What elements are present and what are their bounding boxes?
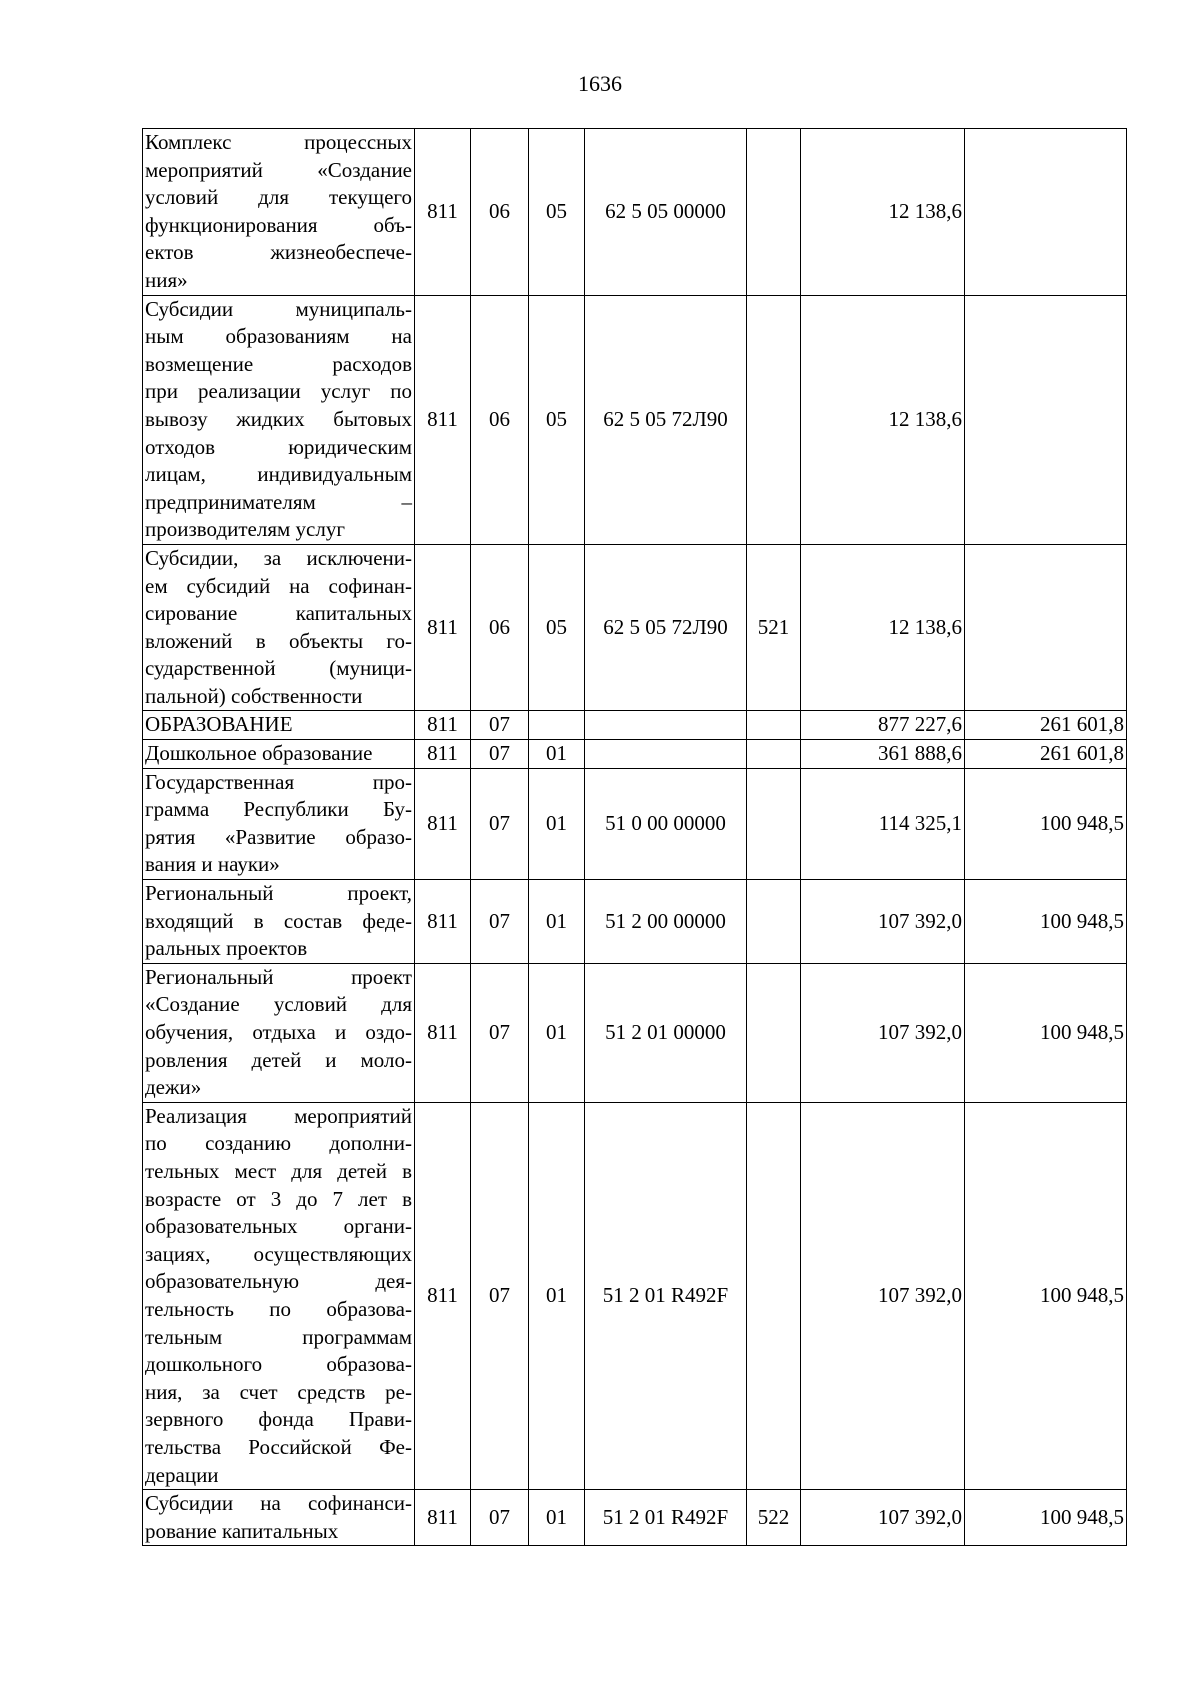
item-name-cell [143, 544, 415, 711]
item-name-line: Субсидии, за исключени- [145, 545, 412, 570]
expense-type-cell: 521 [747, 544, 801, 711]
subsection-code-cell: 01 [529, 963, 585, 1102]
expense-type-cell [747, 740, 801, 769]
subsection-code-cell: 01 [529, 768, 585, 879]
table-row [143, 768, 1127, 879]
section-code-cell: 07 [471, 711, 529, 740]
table-row [143, 129, 1127, 296]
subsection-code-cell: 05 [529, 295, 585, 544]
item-name-line: вания и науки» [145, 852, 280, 877]
item-name-line: грамма Республики Бу- [145, 797, 412, 822]
item-name-line: по созданию дополни- [145, 1131, 412, 1156]
item-name-cell [143, 295, 415, 544]
item-name-cell [143, 129, 415, 296]
subsection-code-cell: 01 [529, 880, 585, 964]
table-row [143, 880, 1127, 964]
table-row [143, 295, 1127, 544]
item-name-line: входящий в состав феде- [145, 908, 412, 933]
target-article-cell: 51 2 01 R492F [585, 1102, 747, 1489]
table-row [143, 963, 1127, 1102]
item-name-cell [143, 740, 415, 769]
subsection-code-cell [529, 711, 585, 740]
item-name-line: ральных проектов [145, 936, 308, 961]
subsection-code-cell: 05 [529, 129, 585, 296]
amount-federal-cell [965, 544, 1127, 711]
table-row [143, 711, 1127, 740]
amount-total-cell: 361 888,6 [801, 740, 965, 769]
item-name-line: образовательную дея- [145, 1269, 412, 1294]
target-article-cell [585, 711, 747, 740]
item-name-line: условий для текущего [145, 185, 412, 210]
item-name-cell [143, 1102, 415, 1489]
section-code-cell: 06 [471, 295, 529, 544]
item-name-line: ектов жизнеобеспече- [145, 240, 412, 265]
target-article-cell: 51 2 00 00000 [585, 880, 747, 964]
subsection-code-cell: 05 [529, 544, 585, 711]
item-name-line: ровления детей и моло- [145, 1047, 412, 1072]
item-name-line: вывозу жидких бытовых [145, 406, 412, 431]
admin-code-cell: 811 [415, 1490, 471, 1546]
table-row [143, 1490, 1127, 1546]
expense-type-cell [747, 1102, 801, 1489]
expense-type-cell [747, 880, 801, 964]
item-name-line: «Создание условий для [145, 992, 412, 1017]
item-name-line: Региональный проект [145, 964, 412, 989]
item-name-line: рование капитальных [145, 1518, 339, 1543]
admin-code-cell: 811 [415, 295, 471, 544]
expense-type-cell [747, 295, 801, 544]
section-code-cell: 07 [471, 963, 529, 1102]
item-name-line: тельства Российской Фе- [145, 1434, 412, 1459]
item-name-line: ем субсидий на софинан- [145, 573, 412, 598]
amount-federal-cell [965, 295, 1127, 544]
admin-code-cell: 811 [415, 963, 471, 1102]
item-name-line: Реализация мероприятий [145, 1103, 412, 1128]
item-name-cell [143, 1490, 415, 1546]
admin-code-cell: 811 [415, 768, 471, 879]
amount-federal-cell: 100 948,5 [965, 1490, 1127, 1546]
table-row [143, 1102, 1127, 1489]
item-name-line: зервного фонда Прави- [145, 1407, 412, 1432]
item-name-line: ОБРАЗОВАНИЕ [145, 712, 293, 737]
admin-code-cell: 811 [415, 544, 471, 711]
amount-total-cell: 877 227,6 [801, 711, 965, 740]
item-name-line: ния, за счет средств ре- [145, 1379, 412, 1404]
amount-federal-cell: 100 948,5 [965, 963, 1127, 1102]
subsection-code-cell: 01 [529, 740, 585, 769]
item-name-line: обучения, отдыха и оздо- [145, 1020, 412, 1044]
page-number: 1636 [578, 71, 622, 96]
section-code-cell: 07 [471, 880, 529, 964]
amount-federal-cell: 261 601,8 [965, 711, 1127, 740]
section-code-cell: 06 [471, 129, 529, 296]
section-code-cell: 06 [471, 544, 529, 711]
item-name-cell [143, 711, 415, 740]
item-name-line: Государственная про- [145, 769, 412, 794]
item-name-line: производителям услуг [145, 517, 345, 542]
item-name-line: дерации [145, 1462, 219, 1487]
admin-code-cell: 811 [415, 880, 471, 964]
amount-total-cell: 12 138,6 [801, 129, 965, 296]
expense-type-cell [747, 963, 801, 1102]
admin-code-cell: 811 [415, 129, 471, 296]
target-article-cell: 62 5 05 00000 [585, 129, 747, 296]
section-code-cell: 07 [471, 1102, 529, 1489]
item-name-line: зациях, осуществляющих [145, 1241, 412, 1266]
item-name-line: возрасте от 3 до 7 лет в [145, 1186, 412, 1211]
amount-total-cell: 107 392,0 [801, 1102, 965, 1489]
item-name-line: ния» [145, 267, 188, 292]
item-name-line: сударственной (муници- [145, 656, 412, 681]
item-name-line: вложений в объекты го- [145, 628, 412, 653]
section-code-cell: 07 [471, 1490, 529, 1546]
admin-code-cell: 811 [415, 740, 471, 769]
item-name-cell [143, 880, 415, 964]
item-name-line: мероприятий «Создание [145, 157, 412, 182]
item-name-cell [143, 768, 415, 879]
item-name-line: сирование капитальных [145, 601, 412, 626]
target-article-cell: 62 5 05 72Л90 [585, 295, 747, 544]
admin-code-cell: 811 [415, 711, 471, 740]
expense-type-cell [747, 711, 801, 740]
item-name-line: дошкольного образова- [145, 1352, 412, 1377]
target-article-cell [585, 740, 747, 769]
item-name-line: Дошкольное образование [145, 741, 373, 766]
item-name-line: дежи» [145, 1075, 202, 1100]
target-article-cell: 51 2 01 00000 [585, 963, 747, 1102]
item-name-line: Субсидии муниципаль- [145, 296, 412, 321]
subsection-code-cell: 01 [529, 1102, 585, 1489]
expense-type-cell [747, 768, 801, 879]
amount-federal-cell: 100 948,5 [965, 1102, 1127, 1489]
target-article-cell: 62 5 05 72Л90 [585, 544, 747, 711]
item-name-line: при реализации услуг по [145, 379, 412, 404]
budget-table [142, 128, 1127, 1546]
amount-total-cell: 114 325,1 [801, 768, 965, 879]
item-name-line: тельным программам [145, 1324, 412, 1349]
amount-total-cell: 12 138,6 [801, 544, 965, 711]
amount-federal-cell [965, 129, 1127, 296]
amount-federal-cell: 100 948,5 [965, 768, 1127, 879]
target-article-cell: 51 2 01 R492F [585, 1490, 747, 1546]
item-name-line: предпринимателям – [145, 489, 412, 514]
subsection-code-cell: 01 [529, 1490, 585, 1546]
budget-table-body [143, 129, 1127, 1546]
item-name-cell [143, 963, 415, 1102]
item-name-line: пальной) собственности [145, 683, 363, 708]
item-name-line: образовательных органи- [145, 1214, 412, 1239]
item-name-line: тельных мест для детей в [145, 1158, 412, 1183]
amount-total-cell: 107 392,0 [801, 1490, 965, 1546]
item-name-line: Комплекс процессных [145, 130, 412, 154]
table-row [143, 544, 1127, 711]
table-row [143, 740, 1127, 769]
expense-type-cell: 522 [747, 1490, 801, 1546]
item-name-line: Региональный проект, [145, 881, 412, 906]
admin-code-cell: 811 [415, 1102, 471, 1489]
item-name-line: Субсидии на софинанси- [145, 1491, 412, 1516]
item-name-line: функционирования объ- [145, 212, 412, 237]
item-name-line: ным образованиям на [145, 324, 412, 349]
amount-total-cell: 12 138,6 [801, 295, 965, 544]
item-name-line: тельность по образова- [145, 1296, 412, 1321]
item-name-line: отходов юридическим [145, 434, 412, 459]
section-code-cell: 07 [471, 768, 529, 879]
amount-total-cell: 107 392,0 [801, 880, 965, 964]
item-name-line: рятия «Развитие образо- [145, 824, 412, 849]
item-name-line: лицам, индивидуальным [145, 462, 412, 487]
item-name-line: возмещение расходов [145, 351, 412, 376]
expense-type-cell [747, 129, 801, 296]
amount-federal-cell: 261 601,8 [965, 740, 1127, 769]
target-article-cell: 51 0 00 00000 [585, 768, 747, 879]
amount-federal-cell: 100 948,5 [965, 880, 1127, 964]
section-code-cell: 07 [471, 740, 529, 769]
amount-total-cell: 107 392,0 [801, 963, 965, 1102]
